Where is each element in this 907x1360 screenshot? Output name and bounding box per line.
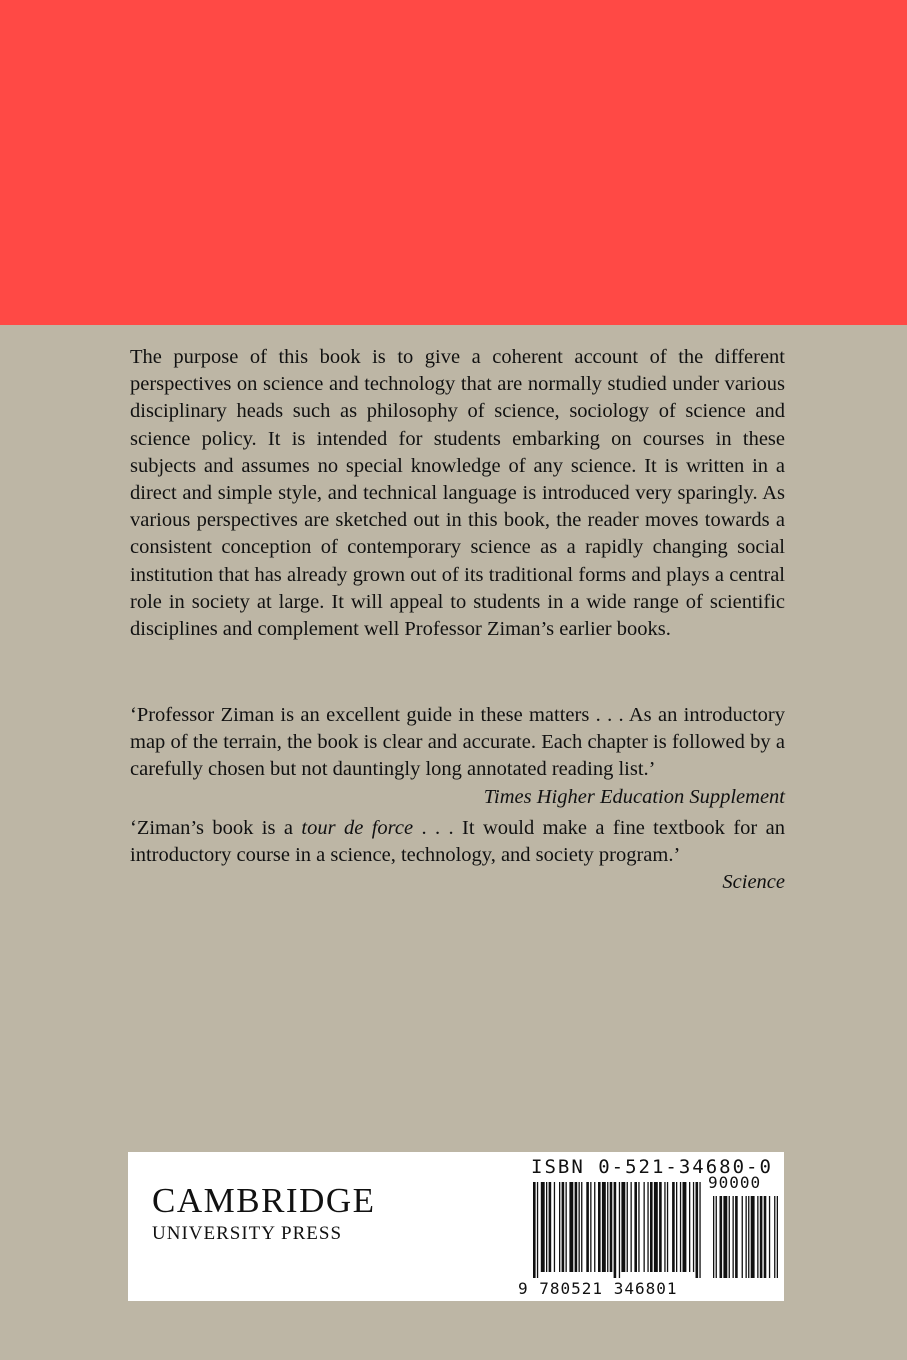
barcode-bar — [693, 1182, 694, 1272]
addon-bar — [760, 1196, 763, 1278]
barcode-bar — [554, 1182, 555, 1272]
barcode-bar — [672, 1182, 675, 1272]
barcode-bar — [562, 1182, 565, 1272]
addon-bar — [769, 1196, 770, 1278]
publisher-subtitle: UNIVERSITY PRESS — [152, 1223, 343, 1244]
addon-bar — [713, 1196, 714, 1278]
publisher-logo — [152, 1182, 432, 1246]
addon-bar — [729, 1196, 730, 1278]
barcode-bar — [541, 1182, 545, 1272]
barcode-bar — [594, 1182, 595, 1272]
book-description: The purpose of this book is to give a coherent account of the different perspectives on science and technology that are normally studied under various disciplinary heads such as philosophy of science, sociology of science and science policy. It is intended for students embarking on courses in these subjects and assumes no special knowledge of any science. It is written in a direct and simple style, and technical language is introduced very sparingly. As various perspectives are sketched out in this book, the reader moves towards a consistent conception of contemporary science as a rapidly changing social institution that has already grown out of its traditional forms and plays a central role in society at large. It will appeal to students in a wide range of scientific disciplines and complement well Professor Ziman’s earlier books. — [130, 346, 785, 641]
addon-bar — [751, 1196, 755, 1278]
barcode-bar — [621, 1182, 625, 1272]
barcode-bar — [537, 1182, 538, 1278]
cover-red-band — [0, 0, 907, 325]
barcode-bar — [610, 1182, 613, 1272]
addon-bar — [733, 1196, 734, 1278]
addon-bar — [764, 1196, 767, 1278]
barcode-bar — [647, 1182, 648, 1272]
addon-bar — [716, 1196, 717, 1278]
barcode-bar — [659, 1182, 662, 1272]
barcode-bar — [644, 1182, 645, 1272]
addon-bar — [742, 1196, 743, 1278]
barcode-icon — [533, 1182, 783, 1282]
barcode-bar — [546, 1182, 547, 1272]
barcode-bar — [667, 1182, 668, 1272]
barcode-bar — [614, 1182, 617, 1278]
barcode-bar — [575, 1182, 578, 1272]
barcode-bar — [569, 1182, 573, 1272]
review-times-higher-education — [130, 702, 785, 811]
barcode-bar — [602, 1182, 606, 1272]
barcode-bar — [566, 1182, 567, 1272]
addon-bar — [746, 1196, 747, 1278]
review-text-end: . . . It would make a fine textbook for an introductory course in a science, technology, and society program.’ — [130, 817, 785, 867]
barcode-bar — [559, 1182, 560, 1272]
review-text: ‘Professor Ziman is an excellent guide in these matters . . . As an introductory map of the terrain, the book is clear and accurate. Each chapter is followed by a carefully chosen but not dauntingly long annotated reading list.’ — [130, 704, 785, 781]
barcode-bar — [689, 1182, 690, 1272]
barcode-bar — [680, 1182, 681, 1272]
barcode-bar — [619, 1182, 620, 1278]
footer-publisher-box — [128, 1152, 784, 1301]
barcode-bar — [664, 1182, 665, 1272]
barcode-bar — [579, 1182, 580, 1272]
barcode-bar — [696, 1182, 699, 1278]
addon-bar — [720, 1196, 723, 1278]
addon-bar — [757, 1196, 758, 1278]
review-source: Science — [722, 871, 785, 894]
barcode-bar — [638, 1182, 639, 1272]
barcode-bar — [590, 1182, 591, 1272]
barcode-bar — [650, 1182, 653, 1272]
barcode-bar — [676, 1182, 677, 1272]
isbn-number: ISBN 0-521-34680-0 — [531, 1156, 773, 1178]
barcode-bar — [683, 1182, 687, 1272]
barcode-bar — [533, 1182, 536, 1278]
addon-bar — [774, 1196, 775, 1278]
barcode-bar — [627, 1182, 628, 1272]
review-text-start: ‘Ziman’s book is a — [130, 817, 302, 839]
barcode-bar — [654, 1182, 658, 1272]
barcode-bar — [581, 1182, 582, 1272]
barcode-bar — [549, 1182, 552, 1272]
addon-bar — [723, 1196, 727, 1278]
review-source: Times Higher Education Supplement — [483, 785, 785, 808]
review-science — [130, 815, 785, 897]
ean-digits: 9 780521 346801 — [518, 1279, 678, 1298]
barcode-bar — [607, 1182, 608, 1272]
price-code: 90000 — [708, 1173, 762, 1192]
addon-bar — [748, 1196, 749, 1278]
barcode-bar — [586, 1182, 589, 1272]
review-text-italic: tour de force — [301, 817, 414, 839]
addon-bar — [777, 1196, 778, 1278]
addon-bar — [735, 1196, 738, 1278]
barcode-bar — [598, 1182, 601, 1272]
barcode-bar — [631, 1182, 632, 1272]
publisher-name: CAMBRIDGE — [152, 1181, 376, 1220]
barcode-bar — [699, 1182, 700, 1278]
barcode-bar — [634, 1182, 637, 1272]
